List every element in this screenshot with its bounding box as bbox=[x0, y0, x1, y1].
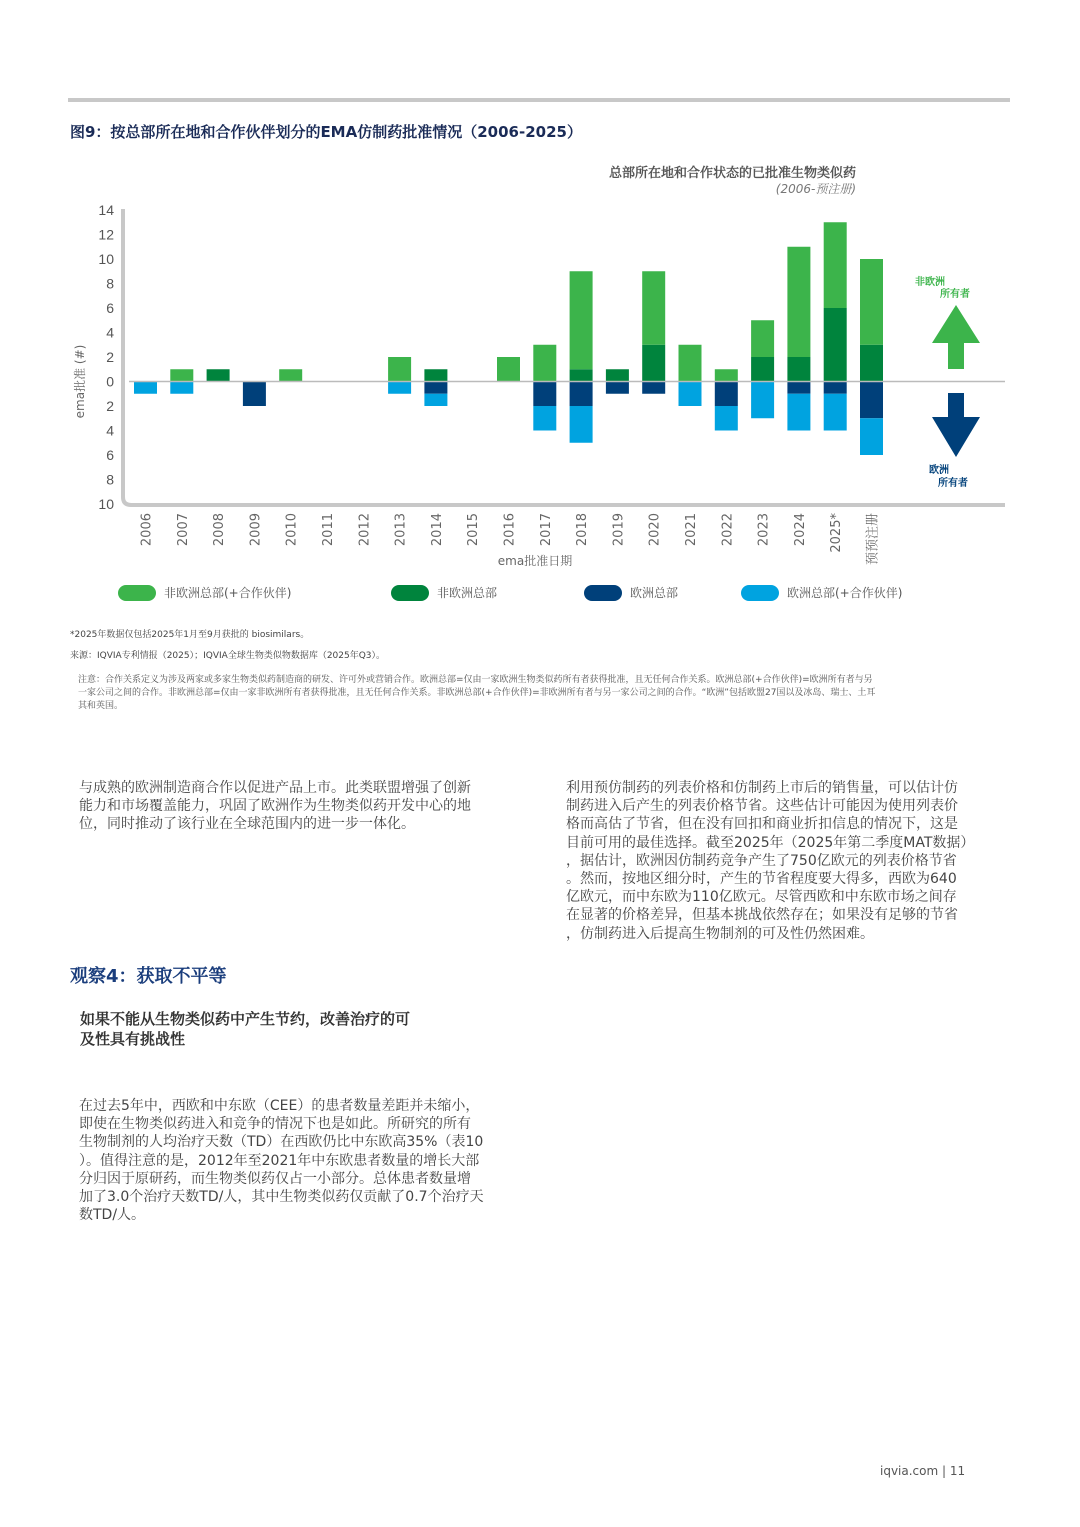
bar-segment bbox=[642, 382, 665, 394]
bar-segment bbox=[860, 259, 883, 345]
top-divider bbox=[68, 98, 1010, 102]
text-line: ）。值得注意的是，2012年至2021年中东欧患者数量的增长大部 bbox=[79, 1152, 480, 1169]
bar-segment bbox=[642, 271, 665, 345]
bar-segment bbox=[533, 345, 556, 382]
note-line: 注意：合作关系定义为涉及两家或多家生物类似药制造商的研发、许可外或营销合作。欧洲总部=仅由一家欧洲生物类似药所有者获得批准，且无任何合作关系。欧洲总部(+合作伙伴)=欧洲所有者与另 bbox=[78, 675, 873, 685]
annotation-eu-owner: 欧洲 bbox=[929, 465, 949, 476]
text-line: 制药进入后产生的列表价格节省。这些估计可能因为使用列表价 bbox=[566, 798, 958, 815]
x-tick-label: 2025* bbox=[829, 513, 845, 553]
bar-segment bbox=[715, 382, 738, 407]
left-paragraph-1 bbox=[79, 779, 471, 834]
text-line: 目前可用的最佳选择。截至2025年（2025年第二季度MAT数据） bbox=[566, 834, 975, 851]
bar-segment bbox=[279, 369, 302, 381]
bar-segment bbox=[860, 345, 883, 382]
footnote-asterisk: *2025年数据仅包括2025年1月至9月获批的 biosimilars。 bbox=[70, 630, 310, 640]
legend-item-non-eu bbox=[391, 584, 497, 601]
y-tick-label: 6 bbox=[106, 447, 114, 463]
y-tick-label: 4 bbox=[106, 422, 114, 439]
sub-heading-line: 如果不能从生物类似药中产生节约，改善治疗的可 bbox=[80, 1010, 411, 1028]
y-tick-label: 14 bbox=[98, 202, 114, 218]
bar-segment bbox=[751, 357, 774, 382]
legend-swatch bbox=[741, 585, 779, 601]
x-tick-label: 2022 bbox=[720, 513, 736, 547]
y-tick-label: 0 bbox=[106, 373, 114, 390]
right-paragraph bbox=[566, 779, 974, 943]
x-tick-label: 2011 bbox=[321, 513, 336, 547]
figure-title: 图9：按总部所在地和合作伙伴划分的EMA仿制药批准情况（2006-2025） bbox=[70, 123, 582, 141]
stacked-bar-chart bbox=[60, 195, 1020, 585]
note-line: 一家公司之间的合作。非欧洲总部=仅由一家非欧洲所有者获得批准，且无任何合作关系。非欧洲总部(+合作伙伴)=非欧洲所有者与另一家公司之间的合作。“欧洲”包括欧盟27国以及冰岛、瑞士、土耳 bbox=[78, 688, 876, 698]
text-line: 在显著的价格差异，但基本挑战依然存在；如果没有足够的节省 bbox=[566, 907, 958, 924]
x-tick-label: 2009 bbox=[248, 513, 264, 547]
x-tick-label: 2007 bbox=[175, 513, 191, 547]
x-tick-label: 2023 bbox=[756, 513, 772, 547]
bar-segment bbox=[715, 369, 738, 381]
bar-segment bbox=[824, 308, 847, 382]
text-line: 位，同时推动了该行业在全球范围内的进一步一体化。 bbox=[79, 816, 415, 833]
legend-swatch bbox=[584, 585, 622, 601]
chart-title: 总部所在地和合作状态的已批准生物类似药 bbox=[608, 166, 856, 181]
bar-segment bbox=[170, 369, 193, 381]
text-line: 格而高估了节省，但在没有回扣和商业折扣信息的情况下，这是 bbox=[566, 816, 958, 833]
footnote-note bbox=[78, 674, 1008, 713]
x-tick-label: 2020 bbox=[647, 513, 663, 547]
bar-segment bbox=[134, 382, 157, 394]
x-tick-label: 2018 bbox=[575, 513, 591, 547]
y-tick-label: 4 bbox=[106, 324, 114, 341]
annotation-non-eu-owner: 非欧洲 bbox=[915, 277, 945, 288]
x-tick-label: 2012 bbox=[357, 513, 373, 547]
bar-segment bbox=[751, 320, 774, 357]
y-tick-label: 8 bbox=[106, 275, 114, 292]
bar-segment bbox=[570, 382, 593, 407]
bar-segment bbox=[424, 382, 447, 394]
y-tick-label: 6 bbox=[106, 300, 114, 316]
bar-segment bbox=[824, 222, 847, 308]
text-line: 。然而，按地区细分时，产生的节省程度要大得多，西欧为640 bbox=[566, 871, 957, 888]
page-footer: iqvia.com | 11 bbox=[880, 1464, 966, 1478]
bar-segment bbox=[497, 357, 520, 382]
text-line: 能力和市场覆盖能力，巩固了欧洲作为生物类似药开发中心的地 bbox=[79, 798, 471, 815]
y-tick-label: 2 bbox=[106, 349, 114, 365]
bar-segment bbox=[570, 406, 593, 443]
text-line: 与成熟的欧洲制造商合作以促进产品上市。此类联盟增强了创新 bbox=[79, 780, 471, 796]
bar-segment bbox=[606, 369, 629, 381]
text-line: 分归因于原研药，而生物类似药仅占一小部分。总体患者数量增 bbox=[79, 1170, 471, 1187]
bar-segment bbox=[787, 382, 810, 394]
bar-segment bbox=[715, 406, 738, 431]
text-line: 数TD/人。 bbox=[79, 1207, 146, 1224]
y-tick-label: 8 bbox=[106, 471, 114, 488]
x-tick-label: 预预注册 bbox=[865, 513, 881, 566]
section-heading: 观察4：获取不平等 bbox=[70, 966, 227, 987]
bar-segment bbox=[787, 247, 810, 357]
x-tick-label: 2024 bbox=[792, 513, 808, 547]
bar-segment bbox=[679, 345, 702, 382]
text-line: 利用预仿制药的列表价格和仿制药上市后的销售量，可以估计仿 bbox=[566, 780, 958, 796]
bar-segment bbox=[751, 382, 774, 419]
legend-label: 欧洲总部(+合作伙伴) bbox=[787, 586, 903, 600]
x-tick-label: 2021 bbox=[684, 513, 699, 547]
annotation-eu-owner: 所有者 bbox=[938, 478, 968, 489]
bar-segment bbox=[424, 394, 447, 406]
bar-segment bbox=[243, 382, 266, 407]
bar-segment bbox=[533, 382, 556, 407]
x-tick-label: 2016 bbox=[502, 513, 518, 547]
legend-item-eu-partner bbox=[741, 584, 902, 601]
bar-segment bbox=[824, 394, 847, 431]
text-line: 在过去5年中，西欧和中东欧（CEE）的患者数量差距并未缩小， bbox=[79, 1098, 480, 1114]
x-tick-label: 2008 bbox=[212, 513, 228, 547]
bar-segment bbox=[388, 357, 411, 382]
chart-subtitle: (2006-预注册) bbox=[775, 182, 856, 196]
chart-legend bbox=[0, 584, 1080, 606]
bar-segment bbox=[570, 369, 593, 381]
x-tick-label: 2013 bbox=[393, 513, 409, 547]
bar-segment bbox=[388, 382, 411, 394]
footnote-source: 来源：IQVIA专利情报（2025）；IQVIA全球生物类似物数据库（2025年Q3）。 bbox=[70, 651, 386, 661]
x-tick-label: 2017 bbox=[538, 513, 554, 547]
sub-heading-line: 及性具有挑战性 bbox=[80, 1030, 186, 1048]
x-tick-label: 2019 bbox=[611, 513, 627, 547]
x-tick-label: 2015 bbox=[466, 513, 482, 547]
bar-segment bbox=[787, 357, 810, 382]
text-line: ，据估计，欧洲因仿制药竞争产生了750亿欧元的列表价格节省 bbox=[566, 852, 957, 869]
bar-segment bbox=[207, 369, 230, 381]
annotation-non-eu-owner: 所有者 bbox=[940, 289, 970, 300]
bar-segment bbox=[679, 382, 702, 407]
bar-segment bbox=[860, 382, 883, 419]
down-arrow-icon bbox=[932, 393, 980, 457]
legend-label: 非欧洲总部(+合作伙伴) bbox=[164, 586, 292, 600]
bar-segment bbox=[170, 382, 193, 394]
x-tick-label: 2006 bbox=[139, 513, 155, 547]
bar-segment bbox=[570, 271, 593, 369]
legend-label: 欧洲总部 bbox=[630, 586, 679, 600]
legend-label: 非欧洲总部 bbox=[437, 586, 498, 600]
x-tick-label: 2014 bbox=[429, 513, 445, 547]
y-tick-label: 10 bbox=[98, 251, 114, 267]
bar-segment bbox=[642, 345, 665, 382]
y-tick-label: 10 bbox=[98, 496, 114, 512]
text-line: 生物制剂的人均治疗天数（TD）在西欧仍比中东欧高35%（表10 bbox=[79, 1134, 484, 1151]
y-axis-label: ema批准 (#) bbox=[73, 344, 87, 419]
sub-heading bbox=[80, 1009, 460, 1049]
note-line: 其和英国。 bbox=[78, 701, 124, 711]
up-arrow-icon bbox=[932, 305, 980, 369]
left-paragraph-2 bbox=[79, 1097, 484, 1224]
legend-item-eu bbox=[584, 584, 678, 601]
x-tick-label: 2010 bbox=[284, 513, 300, 547]
text-line: 即使在生物类似药进入和竞争的情况下也是如此。所研究的所有 bbox=[79, 1116, 471, 1133]
text-line: ，仿制药进入后提高生物制剂的可及性仍然困难。 bbox=[566, 925, 874, 942]
bar-segment bbox=[787, 394, 810, 431]
x-axis-label: ema批准日期 bbox=[497, 554, 573, 568]
y-tick-label: 12 bbox=[98, 226, 114, 243]
y-tick-label: 2 bbox=[106, 398, 114, 414]
bar-segment bbox=[824, 382, 847, 394]
bar-segment bbox=[860, 418, 883, 455]
legend-swatch bbox=[391, 585, 429, 601]
bar-segment bbox=[424, 369, 447, 381]
text-line: 亿欧元，而中东欧为110亿欧元。尽管西欧和中东欧市场之间存 bbox=[566, 889, 957, 906]
text-line: 加了3.0个治疗天数TD/人，其中生物类似药仅贡献了0.7个治疗天 bbox=[79, 1189, 484, 1206]
legend-swatch bbox=[118, 585, 156, 601]
bar-segment bbox=[606, 382, 629, 394]
bar-segment bbox=[533, 406, 556, 431]
legend-item-non-eu-partner bbox=[118, 584, 291, 601]
